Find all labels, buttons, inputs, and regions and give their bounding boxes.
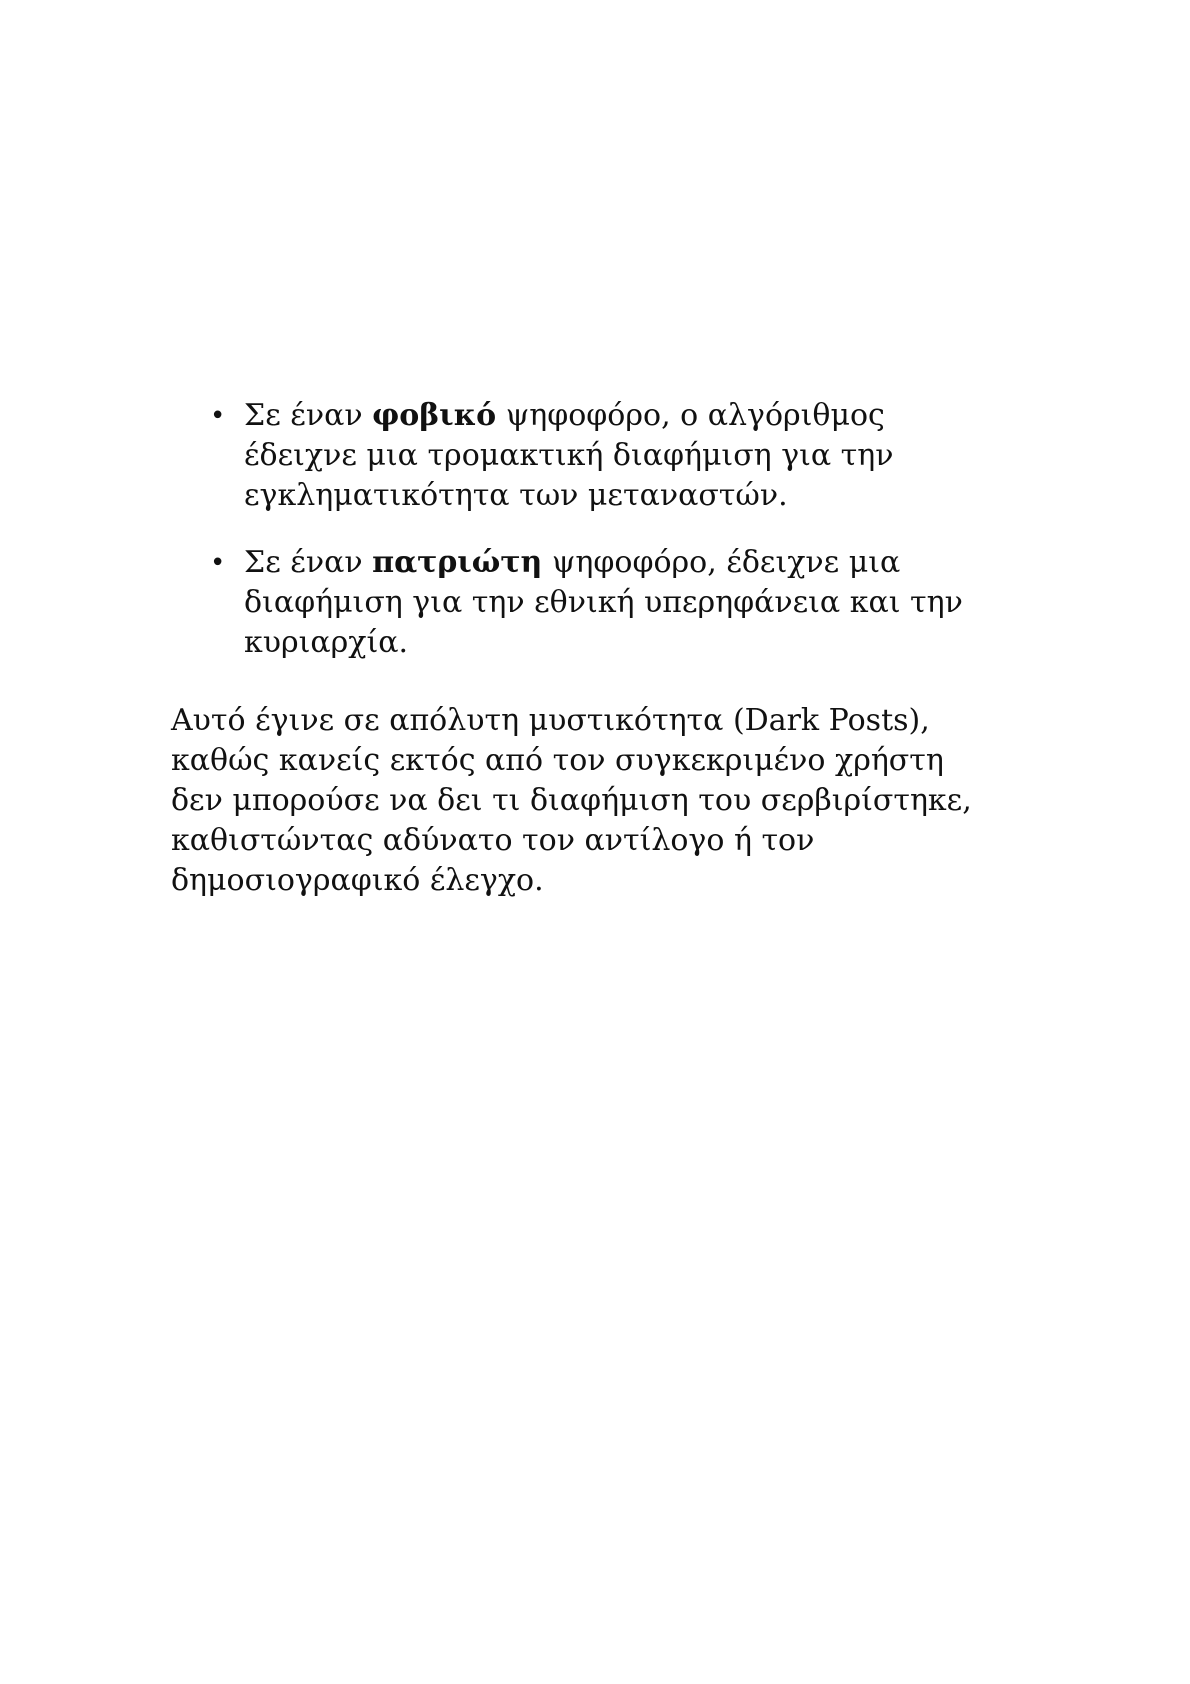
- paragraph-line: Αυτό έγινε σε απόλυτη μυστικότητα (Dark Posts),: [171, 703, 930, 738]
- bullet-prefix: Σε έναν: [244, 398, 373, 433]
- bullet-marker: •: [210, 401, 226, 431]
- bullet-item-patriot-voter: [210, 543, 1040, 663]
- bullet-prefix: Σε έναν: [244, 545, 373, 580]
- paragraph-line: καθιστώντας αδύνατο τον αντίλογο ή τον: [171, 823, 815, 858]
- bullet-marker: •: [210, 548, 226, 578]
- bullet-line: κυριαρχία.: [244, 625, 409, 660]
- paragraph-line: δημοσιογραφικό έλεγχο.: [171, 863, 544, 898]
- bullet-list: [210, 396, 1040, 690]
- bullet-emphasis: πατριώτη: [372, 545, 543, 580]
- bullet-line: διαφήμιση για την εθνική υπερηφάνεια και την: [244, 585, 963, 620]
- bullet-text: ψηφοφόρο, έδειχνε μια: [542, 545, 901, 580]
- bullet-line: εγκληματικότητα των μεταναστών.: [244, 478, 788, 513]
- paragraph-line: δεν μπορούσε να δει τι διαφήμιση του σερβιρίστηκε,: [171, 783, 972, 818]
- bullet-item-fearful-voter: [210, 396, 1040, 516]
- bullet-emphasis: φοβικό: [372, 398, 497, 433]
- bullet-line: έδειχνε μια τρομακτική διαφήμιση για την: [244, 438, 894, 473]
- bullet-line: [244, 396, 1040, 436]
- paragraph-line: καθώς κανείς εκτός από τον συγκεκριμένο χρήστη: [171, 743, 944, 778]
- bullet-text: ψηφοφόρο, ο αλγόριθμος: [496, 398, 885, 433]
- body-paragraph: [171, 701, 1051, 901]
- bullet-line: [244, 543, 1040, 583]
